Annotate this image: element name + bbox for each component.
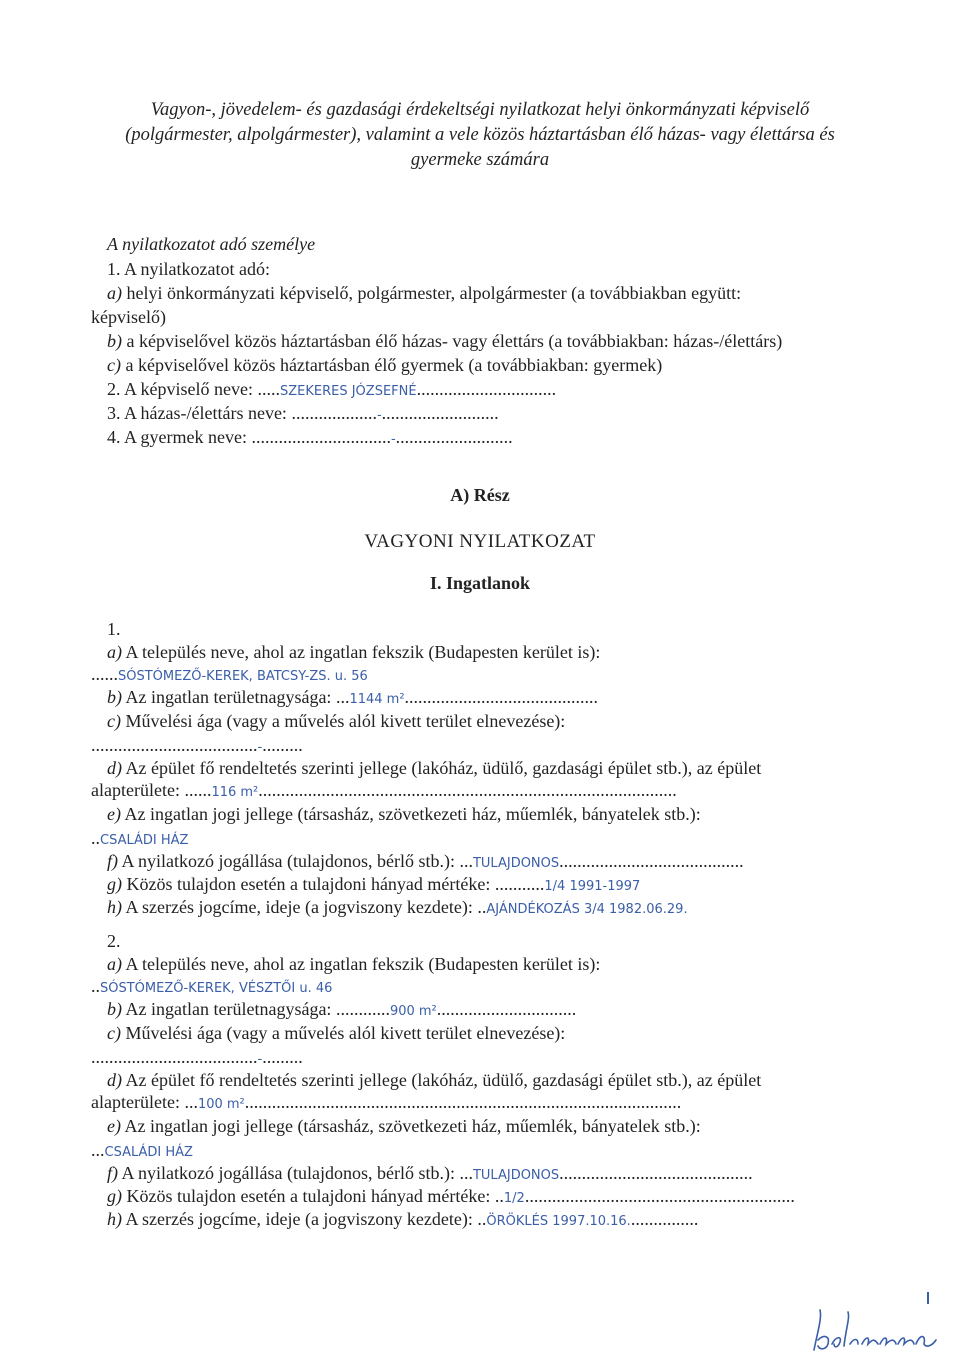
property-1-legal-nature: CSALÁDI HÁZ [100,833,189,848]
property-1-h: h) A szerzés jogcíme, ideje (a jogviszony kezdete): ..AJÁNDÉKOZÁS 3/4 1982.06.29. [107,897,688,917]
item-b-text: a képviselővel közös háztartásban élő házas- vagy élettárs (a továbbiakban: házas-/élettárs) [126,331,783,351]
property-1-d-cont: alapterülete: ......116 m²............................................................................................. [91,780,677,800]
spouse-name-label: 3. A házas-/élettárs neve: [107,403,287,423]
handwritten-signature [808,1300,948,1360]
property-1-e: e) Az ingatlan jogi jellege (társasház, szövetkezeti ház, műemlék, bányatelek stb.): [107,804,701,824]
item-b-label: b) [107,331,122,351]
property-1-c-value-line: .....................................-......... [91,735,303,755]
item-a-label: a) [107,283,122,303]
property-2-e: e) Az ingatlan jogi jellege (társasház, szövetkezeti ház, műemlék, bányatelek stb.): [107,1116,701,1136]
property-2-a-value-line: ..SÓSTÓMEZŐ-KEREK, VÉSZTŐI u. 46 [91,976,333,996]
child-name-label: 4. A gyermek neve: [107,427,247,447]
property-1-b: b) Az ingatlan területnagysága: ...1144 m²........................................... [107,687,599,707]
property-1-building-area: 116 m² [211,785,259,800]
property-1-status: TULAJDONOS [472,856,560,871]
spouse-name-line: 3. A házas-/élettárs neve: ...................-.......................... [107,403,499,423]
property-1-area: 1144 m² [349,692,405,707]
declarant-item-c [107,354,662,376]
property-1-d: d) Az épület fő rendeltetés szerinti jellege (lakóház, üdülő, gazdasági épület stb.), az épület [107,758,762,778]
child-name-value: - [390,432,396,447]
property-1-e-value-line: ..CSALÁDI HÁZ [91,828,189,848]
title-line-2: (polgármester, alpolgármester), valamint a vele közös háztartásban élő házas- vagy élettársa és [125,125,835,145]
property-2-a: a) A település neve, ahol az ingatlan fekszik (Budapesten kerület is): [107,954,601,974]
declarant-item-a [107,282,741,304]
declaration-title: VAGYONI NYILATKOZAT [364,531,596,552]
property-2-acquisition: ÖRÖKLÉS 1997.10.16. [486,1214,631,1229]
property-2-area: 900 m² [389,1004,437,1019]
declarant-item-1: 1. A nyilatkozatot adó: [107,259,270,279]
spouse-name-value: - [376,408,382,423]
property-2-e-value-line: ...CSALÁDI HÁZ [91,1140,193,1160]
property-2-d-cont: alapterülete: ...100 m²................................................................................................. [91,1092,682,1112]
property-2-b: b) Az ingatlan területnagysága: ............900 m²............................... [107,999,577,1019]
property-1-location: SÓSTÓMEZŐ-KEREK, BATCSY-ZS. u. 56 [118,669,368,684]
item-c-text: a képviselővel közös háztartásban élő gyermek (a továbbiakban: gyermek) [125,355,663,375]
property-1-c: c) Művelési ága (vagy a művelés alól kivett terület elnevezése): [107,711,566,731]
property-1-acquisition: AJÁNDÉKOZÁS 3/4 1982.06.29. [486,902,688,917]
declarant-item-b [107,330,782,352]
property-2-share: 1/2 [503,1191,525,1206]
rep-name-label: 2. A képviselő neve: [107,379,253,399]
property-2-g: g) Közös tulajdon esetén a tulajdoni hányad mértéke: ..1/2............................................................ [107,1186,795,1206]
title-line-3: gyermeke számára [410,150,550,170]
property-2-location: SÓSTÓMEZŐ-KEREK, VÉSZTŐI u. 46 [100,981,333,996]
declarant-item-a-cont: képviselő) [91,307,166,327]
property-2-status: TULAJDONOS [472,1168,560,1183]
property-1-number: 1. [107,619,121,639]
document-title [100,98,860,173]
property-2-building-area: 100 m² [197,1097,245,1112]
property-1-g: g) Közös tulajdon esetén a tulajdoni hányad mértéke: ...........1/4 1991-1997 [107,874,641,894]
property-2-c-value-line: .....................................-......... [91,1047,303,1067]
property-2-number: 2. [107,931,121,951]
property-1-f: f) A nyilatkozó jogállása (tulajdonos, bérlő stb.): ...TULAJDONOS......................................... [107,851,744,871]
declarant-section-title: A nyilatkozatot adó személye [107,234,316,254]
item-c-label: c) [107,355,121,375]
property-2-d: d) Az épület fő rendeltetés szerinti jellege (lakóház, üdülő, gazdasági épület stb.), az épület [107,1070,762,1090]
property-2-h: h) A szerzés jogcíme, ideje (a jogviszony kezdete): ..ÖRÖKLÉS 1997.10.16................ [107,1209,699,1229]
property-2-cultivation: - [257,1052,263,1067]
item-a-text: helyi önkormányzati képviselő, polgármester, alpolgármester (a továbbiakban együtt: [126,283,742,303]
section-title: I. Ingatlanok [429,573,531,593]
property-1-a-value-line: ......SÓSTÓMEZŐ-KEREK, BATCSY-ZS. u. 56 [91,664,368,684]
property-1-share: 1/4 1991-1997 [544,879,641,894]
property-1-cultivation: - [257,740,263,755]
property-1-a: a) A település neve, ahol az ingatlan fekszik (Budapesten kerület is): [107,642,601,662]
property-2-f: f) A nyilatkozó jogállása (tulajdonos, bérlő stb.): ...TULAJDONOS........................................... [107,1163,753,1183]
child-name-line: 4. A gyermek neve: ...............................-.......................... [107,427,513,447]
property-2-legal-nature: CSALÁDI HÁZ [104,1145,193,1160]
rep-name-line: 2. A képviselő neve: .....SZEKERES JÓZSEFNÉ............................... [107,379,557,399]
part-title: A) Rész [450,485,510,505]
property-2-c: c) Művelési ága (vagy a művelés alól kivett terület elnevezése): [107,1023,566,1043]
title-line-1: Vagyon-, jövedelem- és gazdasági érdekeltségi nyilatkozat helyi önkormányzati képviselő [150,100,810,120]
rep-name-value: SZEKERES JÓZSEFNÉ [279,384,417,399]
